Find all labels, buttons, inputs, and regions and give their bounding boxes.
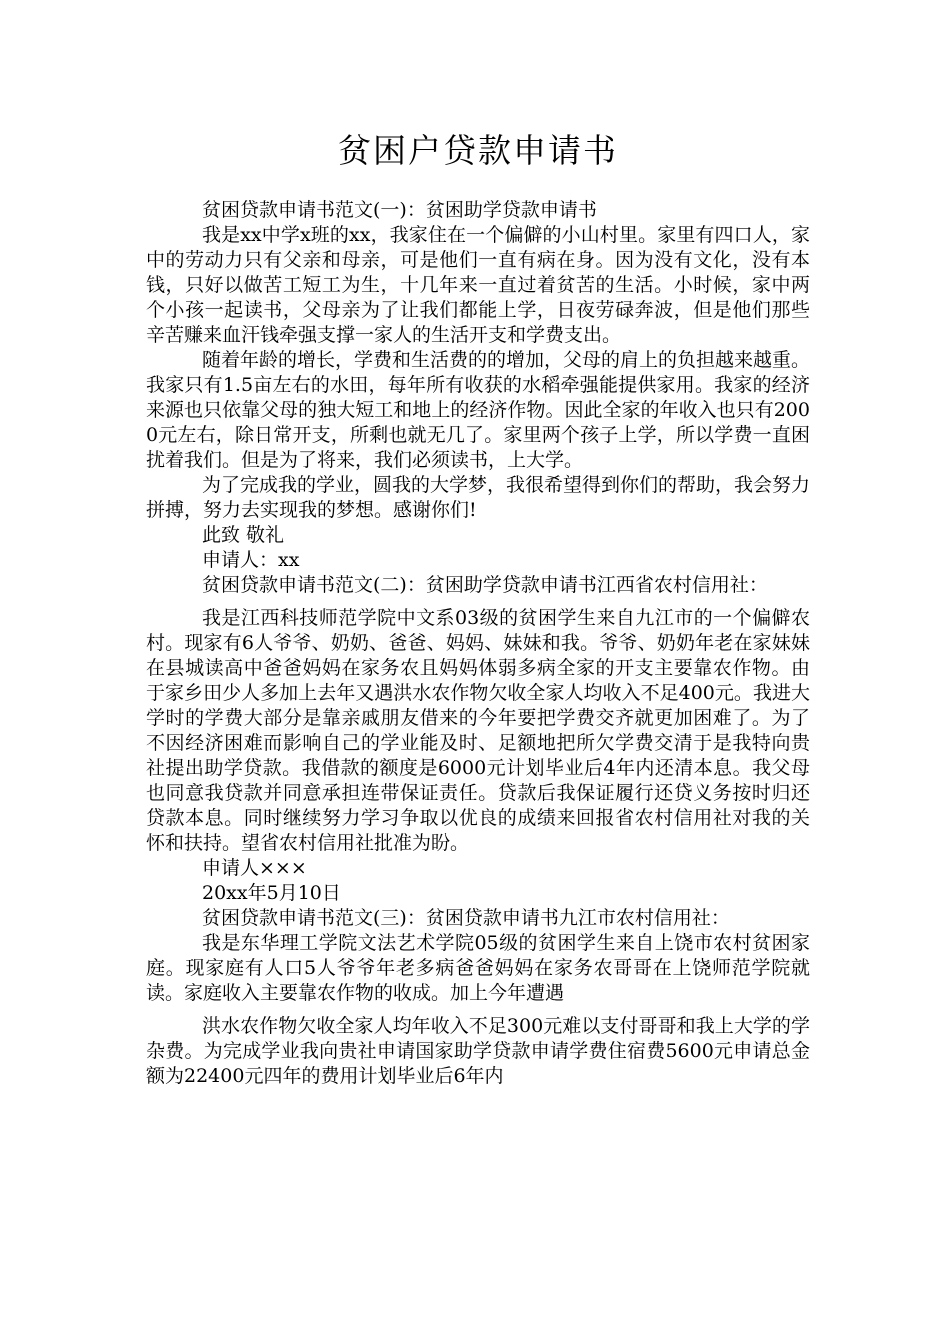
document-body	[146, 198, 810, 1089]
paragraph-sample-1-request: 为了完成我的学业，圆我的大学梦，我很希望得到你们的帮助，我会努力拼搏，努力去实现我的梦想。感谢你们!	[146, 474, 811, 521]
paragraph-sample-2-body: 我是江西科技师范学院中文系03级的贫困学生来自九江市的一个偏僻农村。现家有6人爷爷、奶奶、爸爸、妈妈、妹妹和我。爷爷、奶奶年老在家妹妹在县城读高中爸爸妈妈在家务农且妈妈体弱多病全家的开支主要靠农作物。由于家乡田少人多加上去年又遇洪水农作物欠收全家人均收入不足400元。我进大学时的学费大部分是靠亲戚朋友借来的今年要把学费交齐就更加困难了。为了不因经济困难而影响自己的学业能及时、足额地把所欠学费交清于是我特向贵社提出助学贷款。我借款的额度是6000元计划毕业后4年内还清本息。我父母也同意我贷款并同意承担连带保证责任。贷款后我保证履行还贷义务按时归还贷款本息。同时继续努力学习争取以优良的成绩来回报省农村信用社对我的关怀和扶持。望省农村信用社批准为盼。	[146, 607, 810, 854]
paragraph-applicant-signature: 申请人：xx	[202, 549, 300, 571]
paragraph-sample-3-family: 我是东华理工学院文法艺术学院05级的贫困学生来自上饶市农村贫困家庭。现家庭有人口5人爷爷年老多病爸爸妈妈在家务农哥哥在上饶师范学院就读。家庭收入主要靠农作物的收成。加上今年遭遇	[146, 932, 810, 1004]
paragraph-sample-1-family: 我是xx中学x班的xx，我家住在一个偏僻的小山村里。家里有四口人，家中的劳动力只有父亲和母亲，可是他们一直有病在身。因为没有文化，没有本钱，只好以做苦工短工为生，十几年来一直过着贫苦的生活。小时候，家中两个小孩一起读书，父母亲为了让我们都能上学，日夜劳碌奔波，但是他们那些辛苦赚来血汗钱牵强支撑一家人的生活开支和学费支出。	[146, 224, 810, 346]
paragraph-sample-2-heading: 贫困贷款申请书范文(二)：贫困助学贷款申请书江西省农村信用社：	[202, 574, 768, 596]
paragraph-applicant-signature-2: 申请人×××	[202, 857, 307, 879]
paragraph-sample-1-burden: 随着年龄的增长，学费和生活费的的增加，父母的肩上的负担越来越重。我家只有1.5亩左右的水田，每年所有收获的水稻牵强能提供家用。我家的经济来源也只依靠父母的独大短工和地上的经济作物。因此全家的年收入也只有2000元左右，除日常开支，所剩也就无几了。家里两个孩子上学，所以学费一直困扰着我们。但是为了将来，我们必须读书，上大学。	[146, 349, 811, 471]
paragraph-date: 20xx年5月10日	[202, 882, 341, 904]
document-title: 贫困户贷款申请书	[338, 131, 618, 170]
paragraph-sample-1-heading: 贫困贷款申请书范文(一)：贫困助学贷款申请书	[202, 199, 597, 221]
paragraph-sample-3-heading: 贫困贷款申请书范文(三)：贫困贷款申请书九江市农村信用社：	[202, 907, 730, 929]
paragraph-sample-3-request: 洪水农作物欠收全家人均年收入不足300元难以支付哥哥和我上大学的学杂费。为完成学业我向贵社申请国家助学贷款申请学费住宿费5600元申请总金额为22400元四年的费用计划毕业后6年内	[146, 1015, 810, 1087]
paragraph-closing-salutation: 此致 敬礼	[202, 524, 285, 546]
